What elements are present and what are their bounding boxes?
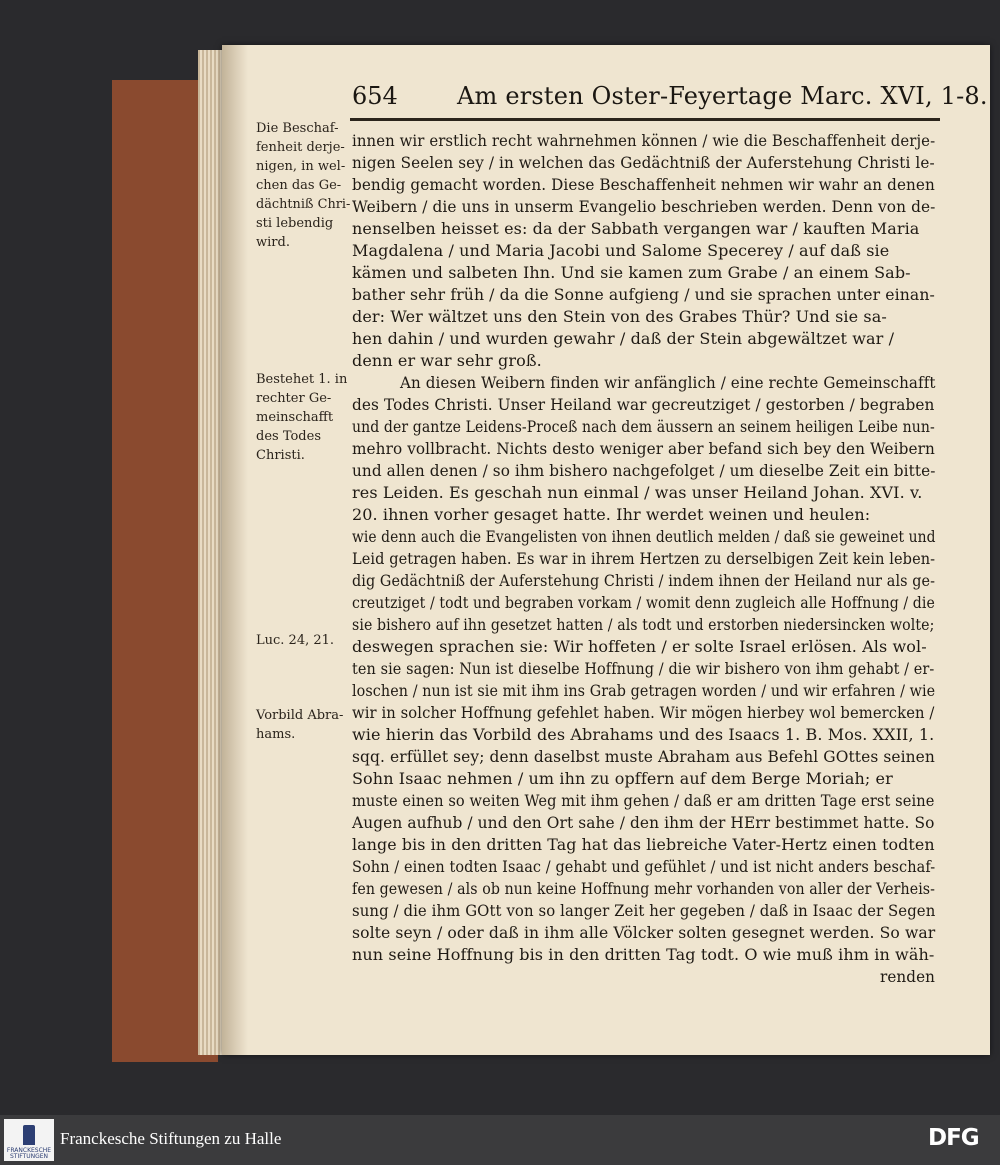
- text-line: Sohn Isaac nehmen / um ihn zu opffern auf dem Berge Moriah; er: [352, 769, 893, 788]
- text-line: nigen Seelen sey / in welchen das Gedächtniß der Auferstehung Christi le-: [352, 153, 935, 172]
- text-line: dig Gedächtniß der Auferstehung Christi / indem ihnen der Heiland nur als ge-: [352, 571, 936, 590]
- text-line: sung / die ihm GOtt von so langer Zeit her gegeben / daß in Isaac der Segen: [352, 901, 936, 920]
- text-line: wie denn auch die Evangelisten von ihnen deutlich melden / daß sie geweinet und: [352, 527, 936, 546]
- text-line: des Todes Christi. Unser Heiland war gecreutziget / gestorben / begraben: [352, 395, 935, 414]
- text-line: der: Wer wältzet uns den Stein von des Grabes Thür? Und sie sa-: [352, 307, 887, 326]
- catchword: renden: [880, 967, 936, 986]
- text-line: sie bishero auf ihn gesetzet hatten / als todt und erstorben niedersincken wolte;: [352, 615, 935, 634]
- text-line: An diesen Weibern finden wir anfänglich / eine rechte Gemeinschafft: [400, 373, 936, 392]
- margin-note: Christi.: [256, 448, 305, 463]
- margin-note: Vorbild Abra-: [256, 708, 344, 723]
- margin-note: des Todes: [256, 429, 321, 444]
- text-line: innen wir erstlich recht wahrnehmen können / wie die Beschaffenheit derje-: [352, 131, 936, 150]
- text-line: solte seyn / oder daß in ihm alle Völcker solten gesegnet werden. So war: [352, 923, 936, 942]
- text-line: Weibern / die uns in unserm Evangelio beschrieben werden. Denn von de-: [352, 197, 936, 216]
- text-line: fen gewesen / als ob nun keine Hoffnung mehr vorhanden von aller der Verheis-: [352, 879, 936, 898]
- text-line: bendig gemacht worden. Diese Beschaffenheit nehmen wir wahr an denen: [352, 175, 935, 194]
- text-line: und allen denen / so ihm bishero nachgefolget / um dieselbe Zeit ein bitte-: [352, 461, 936, 480]
- footer-bar: [0, 1115, 1000, 1165]
- text-line: wie hierin das Vorbild des Abrahams und des Isaacs 1. B. Mos. XXII, 1.: [352, 725, 935, 744]
- margin-note: dächtniß Chri-: [256, 197, 351, 212]
- margin-note: fenheit derje-: [256, 140, 345, 155]
- text-line: loschen / nun ist sie mit ihm ins Grab getragen worden / und wir erfahren / wie: [352, 681, 936, 700]
- text-line: mehro vollbracht. Nichts desto weniger aber befand sich bey den Weibern: [352, 439, 935, 458]
- text-line: deswegen sprachen sie: Wir hoffeten / er solte Israel erlösen. Als wol-: [352, 637, 927, 656]
- text-line: creutziget / todt und begraben vorkam / womit denn zugleich alle Hoffnung / die: [352, 593, 935, 612]
- text-line: res Leiden. Es geschah nun einmal / was unser Heiland Johan. XVI. v.: [352, 483, 923, 502]
- margin-note: nigen, in wel-: [256, 159, 346, 174]
- margin-note: wird.: [256, 235, 290, 250]
- margin-note: Die Beschaf-: [256, 121, 339, 136]
- running-title: Am ersten Oster-Feyertage Marc. XVI, 1-8.: [457, 82, 988, 110]
- margin-note: Bestehet 1. in: [256, 372, 348, 387]
- text-line: wir in solcher Hoffnung gefehlet haben. Wir mögen hierbey wol bemercken /: [352, 703, 935, 722]
- text-line: und der gantze Leidens-Proceß nach dem äussern an seinem heiligen Leibe nun-: [352, 417, 935, 436]
- dfg-logo[interactable]: DFG: [928, 1125, 979, 1151]
- margin-note: Luc. 24, 21.: [256, 633, 335, 648]
- page-number: 654: [352, 82, 398, 110]
- text-line: Augen aufhub / und den Ort sahe / den ihm der HErr bestimmet hatte. So: [352, 813, 935, 832]
- institution-logo[interactable]: [4, 1119, 54, 1161]
- text-line: lange bis in den dritten Tag hat das liebreiche Vater-Hertz einen todten: [352, 835, 935, 854]
- text-line: sqq. erfüllet sey; denn daselbst muste Abraham aus Befehl GOttes seinen: [352, 747, 935, 766]
- text-line: muste einen so weiten Weg mit ihm gehen / daß er am dritten Tage erst seine: [352, 791, 935, 810]
- text-line: 20. ihnen vorher gesaget hatte. Ihr werdet weinen und heulen:: [352, 505, 871, 524]
- margin-note: sti lebendig: [256, 216, 334, 231]
- text-line: hen dahin / und wurden gewahr / daß der Stein abgewältzet war /: [352, 329, 895, 348]
- margin-note: rechter Ge-: [256, 391, 332, 406]
- margin-note: chen das Ge-: [256, 178, 342, 193]
- text-line: nun seine Hoffnung bis in den dritten Tag todt. O wie muß ihm in wäh-: [352, 945, 935, 964]
- margin-note: hams.: [256, 727, 296, 742]
- text-line: nenselben heisset es: da der Sabbath vergangen war / kauften Maria: [352, 219, 920, 238]
- margin-note: meinschafft: [256, 410, 334, 425]
- logo-caption: FRANCKESCHE STIFTUNGEN: [6, 1147, 52, 1160]
- page-gutter-shadow: [222, 45, 248, 1055]
- text-line: bather sehr früh / da die Sonne aufgieng / und sie sprachen unter einan-: [352, 285, 935, 304]
- header-rule: [350, 118, 940, 121]
- text-line: kämen und salbeten Ihn. Und sie kamen zum Grabe / an einem Sab-: [352, 263, 911, 282]
- text-line: denn er war sehr groß.: [352, 351, 542, 370]
- text-line: ten sie sagen: Nun ist dieselbe Hoffnung / die wir bishero von ihm gehabt / er-: [352, 659, 935, 678]
- institution-name[interactable]: Franckesche Stiftungen zu Halle: [60, 1129, 282, 1148]
- text-line: Leid getragen haben. Es war in ihrem Hertzen zu derselbigen Zeit kein leben-: [352, 549, 936, 568]
- building-icon: [23, 1125, 35, 1145]
- text-line: Sohn / einen todten Isaac / gehabt und gefühlet / und ist nicht anders beschaf-: [352, 857, 936, 876]
- text-line: Magdalena / und Maria Jacobi und Salome Specerey / auf daß sie: [352, 241, 890, 260]
